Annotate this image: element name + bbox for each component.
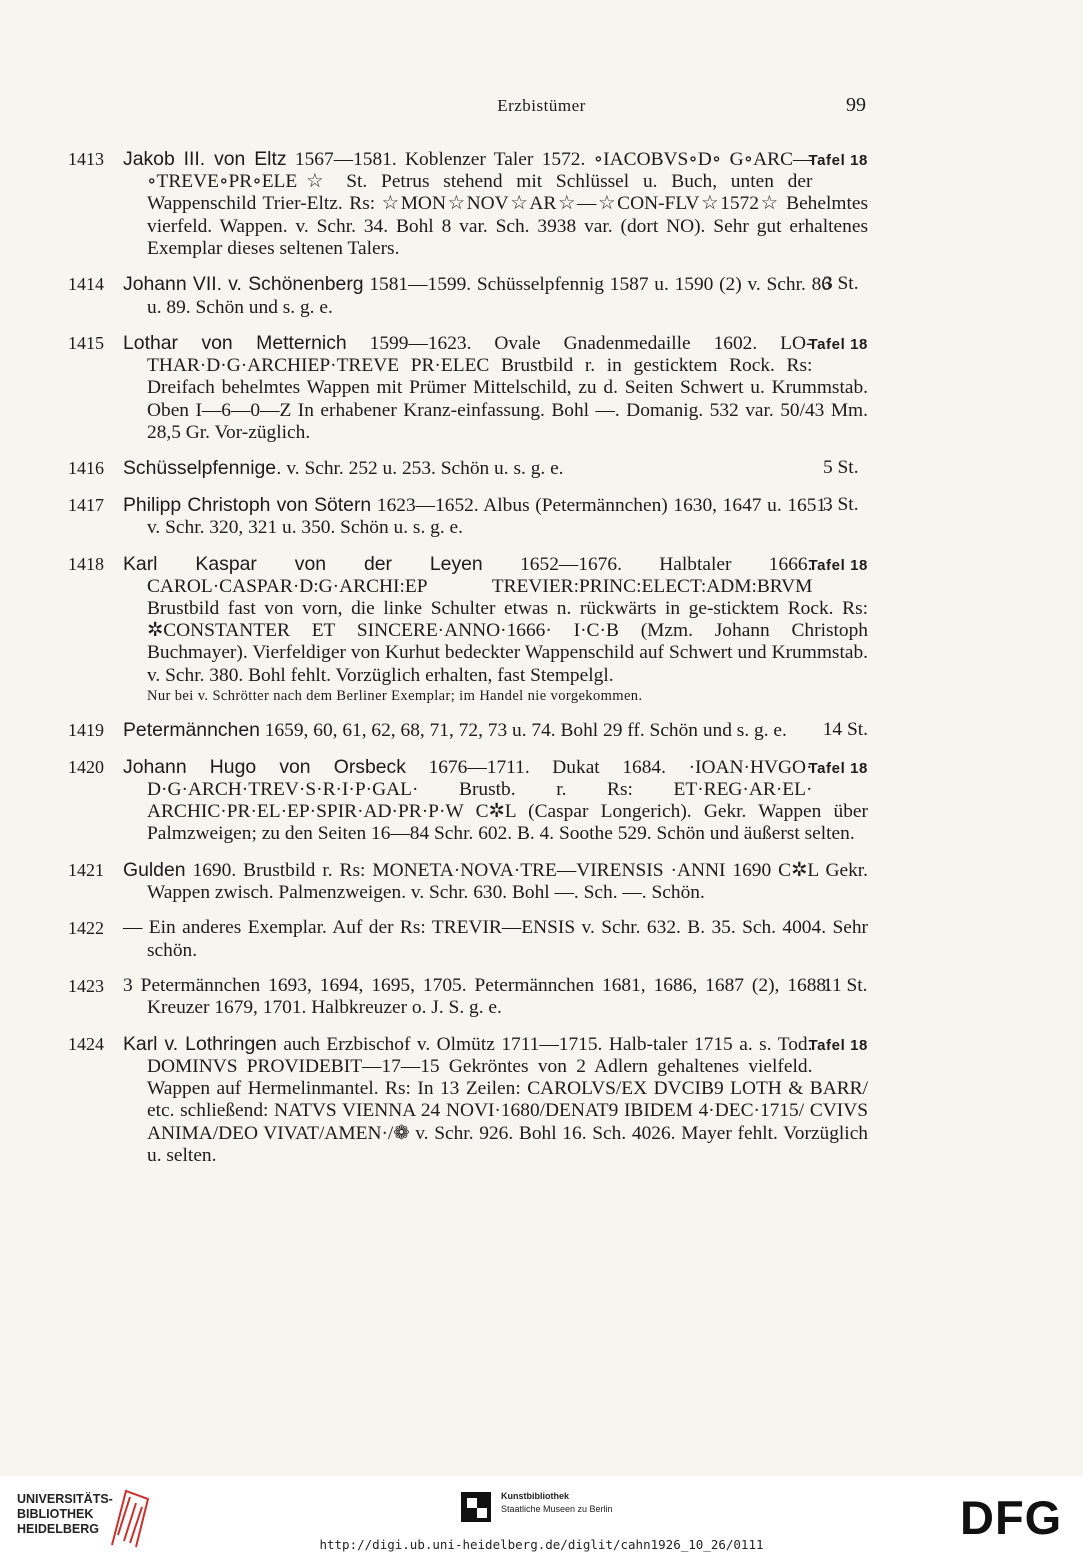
entry-body [123,493,868,539]
ub-logo-line: BIBLIOTHEK [17,1507,94,1521]
entry-description: 1599—1623. Ovale Gnadenmedaille 1602. LO-THAR·D·G·ARCHIEP·TREVE PR·ELEC Brustbild r. in gesticktem Rock. Rs: Dreifach behelmtes Wappen mit Prümer Mittelschild, zu d. Seiten Schwert u. Krummstab. Oben I—6—0—Z In erhabener Kranz-einfassung. Bohl —. Domanig. 532 var. 50/43 Mm. 28,5 Gr. Vor-züglich. [147,333,868,443]
catalog-entry [68,859,868,904]
entry-ruler-name: Schüsselpfennige. [123,457,282,480]
entry-body [123,719,868,742]
plate-reference: Tafel 18 [808,1036,868,1054]
entry-ruler-name: 3 Petermännchen [123,975,261,997]
entry-number: 1418 [68,553,104,574]
entry-ruler-name: Johann Hugo von Orsbeck [123,755,406,778]
entry-ruler-name: Lothar von Metternich [123,332,347,355]
piece-count: 5 St. [822,457,859,479]
entry-description: 1567—1581. Koblenzer Taler 1572. ∘IACOBVS∘D∘ G∘ARC—∘TREVE∘PR∘ELE☆ St. Petrus stehend mit Schlüssel u. Buch, unten der Wappenschild Trier-Eltz. Rs: ☆MON☆NOV☆AR☆—☆CON-FLV☆1572☆ Behelmtes vierfeld. Wappen. v. Schr. 34. Bohl 8 var. Sch. 3938 var. (dort NO). Sehr gut erhaltenes Exemplar dieses seltenen Talers. [147,149,868,259]
entry-number: 1413 [68,149,104,169]
kb-subtitle: Staatliche Museen zu Berlin [501,1504,613,1514]
plate-reference: Tafel 18 [808,759,868,777]
catalog-entry [68,975,868,1019]
entry-body [123,755,868,846]
entry-ruler-name: Karl v. Lothringen [123,1032,277,1055]
plate-reference: Tafel 18 [808,336,868,354]
catalog-entry [68,553,868,706]
plate-reference: Tafel 18 [808,152,868,169]
entry-description: 1676—1711. Dukat 1684. ·IOAN·HVGO· D·G·ARCH·TREV·S·R·I·P·GAL· Brustb. r. Rs: ET·REG·AR·EL· ARCHIC·PR·EL·EP·SPIR·AD·PR·P·W C✲L (Caspar Longerich). Gekr. Wappen über Palmzweigen; zu den Seiten 16—84 Schr. 602. B. 4. Soothe 529. Schön und äußerst selten. [147,756,868,845]
entry-ruler-name: Karl Kaspar von der Leyen [123,552,483,575]
entry-description: v. Schr. 252 u. 253. Schön u. s. g. e. [286,458,564,480]
entry-number: 1424 [68,1033,104,1054]
kunstbibliothek-mark-icon [461,1492,491,1522]
kb-name: Kunstbibliothek [501,1491,569,1501]
entry-number: 1417 [68,494,104,515]
entry-ruler-name: Johann VII. v. Schönenberg [123,273,364,296]
entry-body [123,332,868,444]
footer-bar [0,1476,1083,1555]
page-number: 99 [846,94,866,116]
entry-number: 1420 [68,756,104,777]
catalog-entry [68,1033,868,1167]
entry-body [123,975,868,1019]
ub-heidelberg-logo[interactable] [17,1492,113,1537]
entry-ruler-name: — [123,917,143,939]
ub-logo-line: HEIDELBERG [17,1522,99,1536]
piece-count: 3 St. [822,273,859,295]
running-title: Erzbistümer [497,96,586,115]
entry-body [123,273,868,318]
entry-ruler-name: Jakob III. von Eltz [123,148,287,170]
entry-number: 1414 [68,274,104,295]
plate-reference: Tafel 18 [808,556,868,574]
entry-description: 1581—1599. Schüsselpfennig 1587 u. 1590 (2) v. Schr. 86 u. 89. Schön und s. g. e. [147,274,831,318]
entry-footnote: Nur bei v. Schrötter nach dem Berliner Exemplar; im Handel nie vorgekommen. [147,687,643,704]
catalog-entries [68,148,868,1180]
catalog-entry [68,756,868,846]
piece-count: 11 St. [822,975,868,997]
entry-ruler-name: Philipp Christoph von Sötern [123,493,372,516]
entry-number: 1416 [68,458,104,479]
entry-number: 1419 [68,720,104,741]
ub-logo-line: UNIVERSITÄTS- [17,1492,113,1506]
entry-body [123,858,868,904]
entry-number: 1421 [68,859,104,880]
entry-number: 1422 [68,918,104,939]
catalog-entry [68,494,868,539]
entry-number: 1423 [68,976,104,997]
dfg-logo[interactable]: DFG [960,1491,1063,1544]
page-url[interactable]: http://digi.ub.uni-heidelberg.de/diglit/cahn1926_10_26/0111 [319,1537,764,1552]
piece-count: 14 St. [822,719,868,741]
entry-number: 1415 [68,333,104,354]
entry-body [123,552,868,687]
catalog-entry [68,457,868,480]
entry-description: 1652—1676. Halbtaler 1666. CAROL·CASPAR·D:G·ARCHI:EP TREVIER:PRINC:ELECT:ADM:BRVM Brustbild fast von vorn, die linke Schulter etwas n. rückwärts in ge-sticktem Rock. Rs: ✲CONSTANTER ET SINCERE·ANNO·1666· I·C·B (Mzm. Johann Christoph Buchmayer). Vierfeldiger von Kurhut bedeckter Wappenschild auf Schwert und Krummstab. v. Schr. 380. Bohl fehlt. Vorzüglich erhalten, fast Stempelgl. [147,553,868,686]
piece-count: 3 St. [822,493,859,515]
entry-body [123,148,868,260]
catalog-entry [68,273,868,318]
entry-ruler-name: Petermännchen [123,719,260,742]
catalog-entry [68,917,868,961]
entry-description: 1659, 60, 61, 62, 68, 71, 72, 73 u. 74. Bohl 29 ff. Schön und s. g. e. [264,720,787,742]
catalog-entry [68,719,868,742]
catalog-entry [68,148,868,260]
catalog-entry [68,332,868,444]
entry-body [123,917,868,961]
entry-description: auch Erzbischof v. Olmütz 1711—1715. Halb-taler 1715 a. s. Tod. DOMINVS PROVIDEBIT—17—15 Gekröntes von 2 Adlern gehaltenes vielfeld. Wappen auf Hermelinmantel. Rs: In 13 Zeilen: CAROLVS/EX DVCIB9 LOTH & BARR/ etc. schließend: NATVS VIENNA 24 NOVI·1680/DENAT9 IBIDEM 4·DEC·1715/ CVIVS ANIMA/DEO VIVAT/AMEN·/❁ v. Schr. 926. Bohl 16. Sch. 4026. Mayer fehlt. Vorzüglich u. selten. [147,1033,868,1166]
entry-body [123,1032,868,1167]
entry-body [123,457,868,480]
entry-description: Ein anderes Exemplar. Auf der Rs: TREVIR—ENSIS v. Schr. 632. B. 35. Sch. 4004. Sehr schön. [147,917,868,961]
entry-ruler-name: Gulden [123,858,186,881]
entry-description: 1690. Brustbild r. Rs: MONETA·NOVA·TRE—VIRENSIS ·ANNI 1690 C✲L Gekr. Wappen zwisch. Palmenzweigen. v. Schr. 630. Bohl —. Sch. —. Schön. [147,859,868,903]
entry-description: 1623—1652. Albus (Petermännchen) 1630, 1647 u. 1651. v. Schr. 320, 321 u. 350. Schön u. s. g. e. [147,494,831,539]
entry-description: 1693, 1694, 1695, 1705. Petermännchen 1681, 1686, 1687 (2), 1688. Kreuzer 1679, 1701. Halbkreuzer o. J. S. g. e. [147,975,831,1019]
